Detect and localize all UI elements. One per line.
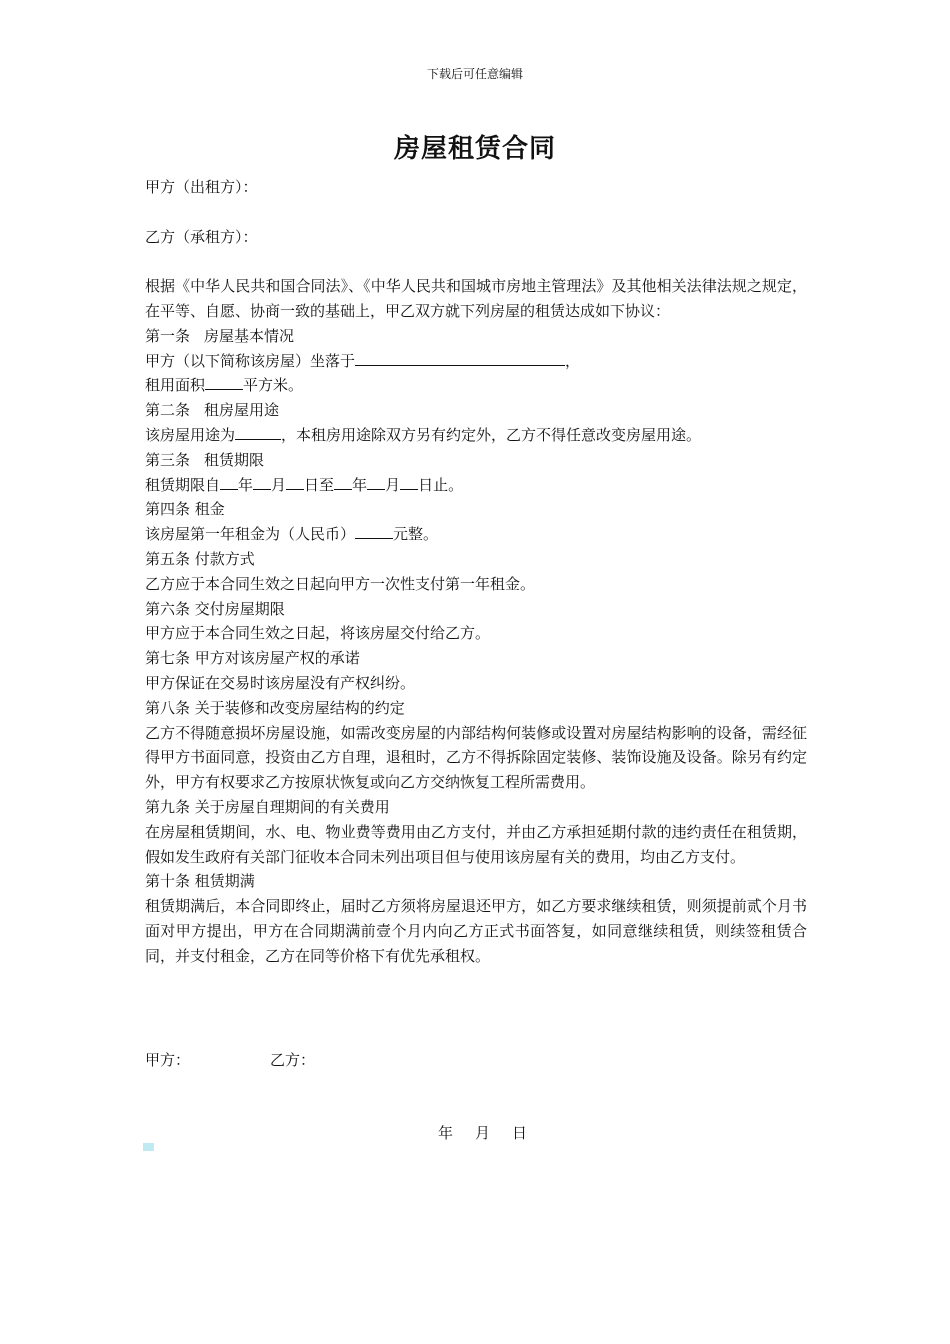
spacer (145, 249, 807, 274)
end-day-blank (400, 474, 418, 490)
article-1-heading (145, 324, 807, 349)
location-label: 甲方（以下简称该房屋）坐落于 (145, 351, 356, 370)
article-2-heading (145, 398, 807, 423)
day-end-label: 日止。 (418, 475, 464, 494)
article-3-name: 租赁期限 (204, 450, 265, 469)
article-1-number: 第一条 (145, 326, 191, 345)
signature-party-b: 乙方： (270, 1051, 316, 1069)
contract-body (145, 175, 807, 969)
article-8-heading: 第八条 关于装修和改变房屋结构的约定 (145, 698, 405, 717)
article-3-number: 第三条 (145, 450, 191, 469)
rent-blank (355, 523, 393, 539)
area-label: 租用面积 (145, 376, 206, 395)
date-year: 年 (438, 1124, 454, 1142)
date-day: 日 (512, 1124, 528, 1142)
start-month-blank (253, 474, 271, 490)
start-year-blank (220, 474, 238, 490)
term-from-label: 租赁期限自 (145, 475, 221, 494)
article-3-heading (145, 448, 807, 473)
day-to-label: 日至 (304, 475, 335, 494)
area-unit: 平方米。 (243, 376, 304, 395)
address-blank (355, 350, 565, 366)
year-label: 年 (352, 475, 368, 494)
rent-label: 该房屋第一年租金为（人民币） (145, 525, 356, 544)
month-label: 月 (271, 475, 287, 494)
article-4-heading: 第四条 租金 (145, 500, 225, 519)
article-1-name: 房屋基本情况 (204, 326, 295, 345)
article-2-text (145, 423, 807, 448)
end-month-blank (367, 474, 385, 490)
article-2-name: 租房屋用途 (204, 401, 280, 420)
signature-party-a: 甲方： (145, 1051, 191, 1069)
article-9-text: 在房屋租赁期间，水、电、物业费等费用由乙方支付，并由乙方承担延期付款的违约责任在租赁期，假如发生政府有关部门征收本合同未列出项目但与使用该房屋有关的费用，均由乙方支付。 (145, 822, 807, 866)
document-title: 房屋租赁合同 (393, 134, 556, 164)
spacer (145, 200, 807, 225)
area-blank (205, 374, 243, 390)
rent-unit: 元整。 (393, 525, 439, 544)
party-a-line: 甲方（出租方）： (145, 178, 258, 196)
article-3-text (145, 473, 807, 498)
start-day-blank (286, 474, 304, 490)
usage-label: 该房屋用途为 (145, 425, 236, 444)
date-month: 月 (475, 1124, 491, 1142)
article-10-heading: 第十条 租赁期满 (145, 872, 255, 891)
article-2-number: 第二条 (145, 401, 191, 420)
party-b-line: 乙方（承租方）： (145, 227, 258, 246)
usage-blank (235, 424, 281, 440)
month-label: 月 (385, 475, 401, 494)
article-1-location (145, 349, 807, 374)
preamble: 根据《中华人民共和国合同法》、《中华人民共和国城市房地主管理法》及其他相关法律法规之规定，在平等、自愿、协商一致的基础上，甲乙双方就下列房屋的租赁达成如下协议： (145, 277, 807, 320)
article-7-heading: 第七条 甲方对该房屋产权的承诺 (145, 649, 360, 668)
highlight-marker (143, 1143, 154, 1151)
article-4-text (145, 522, 807, 547)
usage-clause: ，本租房用途除双方另有约定外，乙方不得任意改变房屋用途。 (281, 425, 702, 444)
article-7-text: 甲方保证在交易时该房屋没有产权纠纷。 (145, 673, 416, 692)
location-suffix: ， (565, 351, 581, 370)
article-5-heading: 第五条 付款方式 (145, 549, 255, 568)
header-note: 下载后可任意编辑 (426, 67, 523, 81)
article-8-text: 乙方不得随意损坏房屋设施，如需改变房屋的内部结构何装修或设置对房屋结构影响的设备，需经征得甲方书面同意，投资由乙方自理，退租时，乙方不得拆除固定装修、装饰设施及设备。除另有约定外，甲方有权要求乙方按原状恢复或向乙方交纳恢复工程所需费用。 (145, 723, 807, 792)
article-6-heading: 第六条 交付房屋期限 (145, 599, 285, 618)
article-1-area (145, 373, 807, 398)
article-9-heading: 第九条 关于房屋自理期间的有关费用 (145, 797, 390, 816)
end-year-blank (334, 474, 352, 490)
year-label: 年 (238, 475, 254, 494)
article-10-text: 租赁期满后，本合同即终止，届时乙方须将房屋退还甲方，如乙方要求继续租赁，则须提前贰个月书面对甲方提出，甲方在合同期满前壹个月内向乙方正式书面答复，如同意继续租赁，则续签租赁合同，并支付租金，乙方在同等价格下有优先承租权。 (145, 897, 807, 965)
article-5-text: 乙方应于本合同生效之日起向甲方一次性支付第一年租金。 (145, 574, 536, 593)
signature-date (438, 1121, 549, 1146)
article-6-text: 甲方应于本合同生效之日起，将该房屋交付给乙方。 (145, 624, 491, 643)
